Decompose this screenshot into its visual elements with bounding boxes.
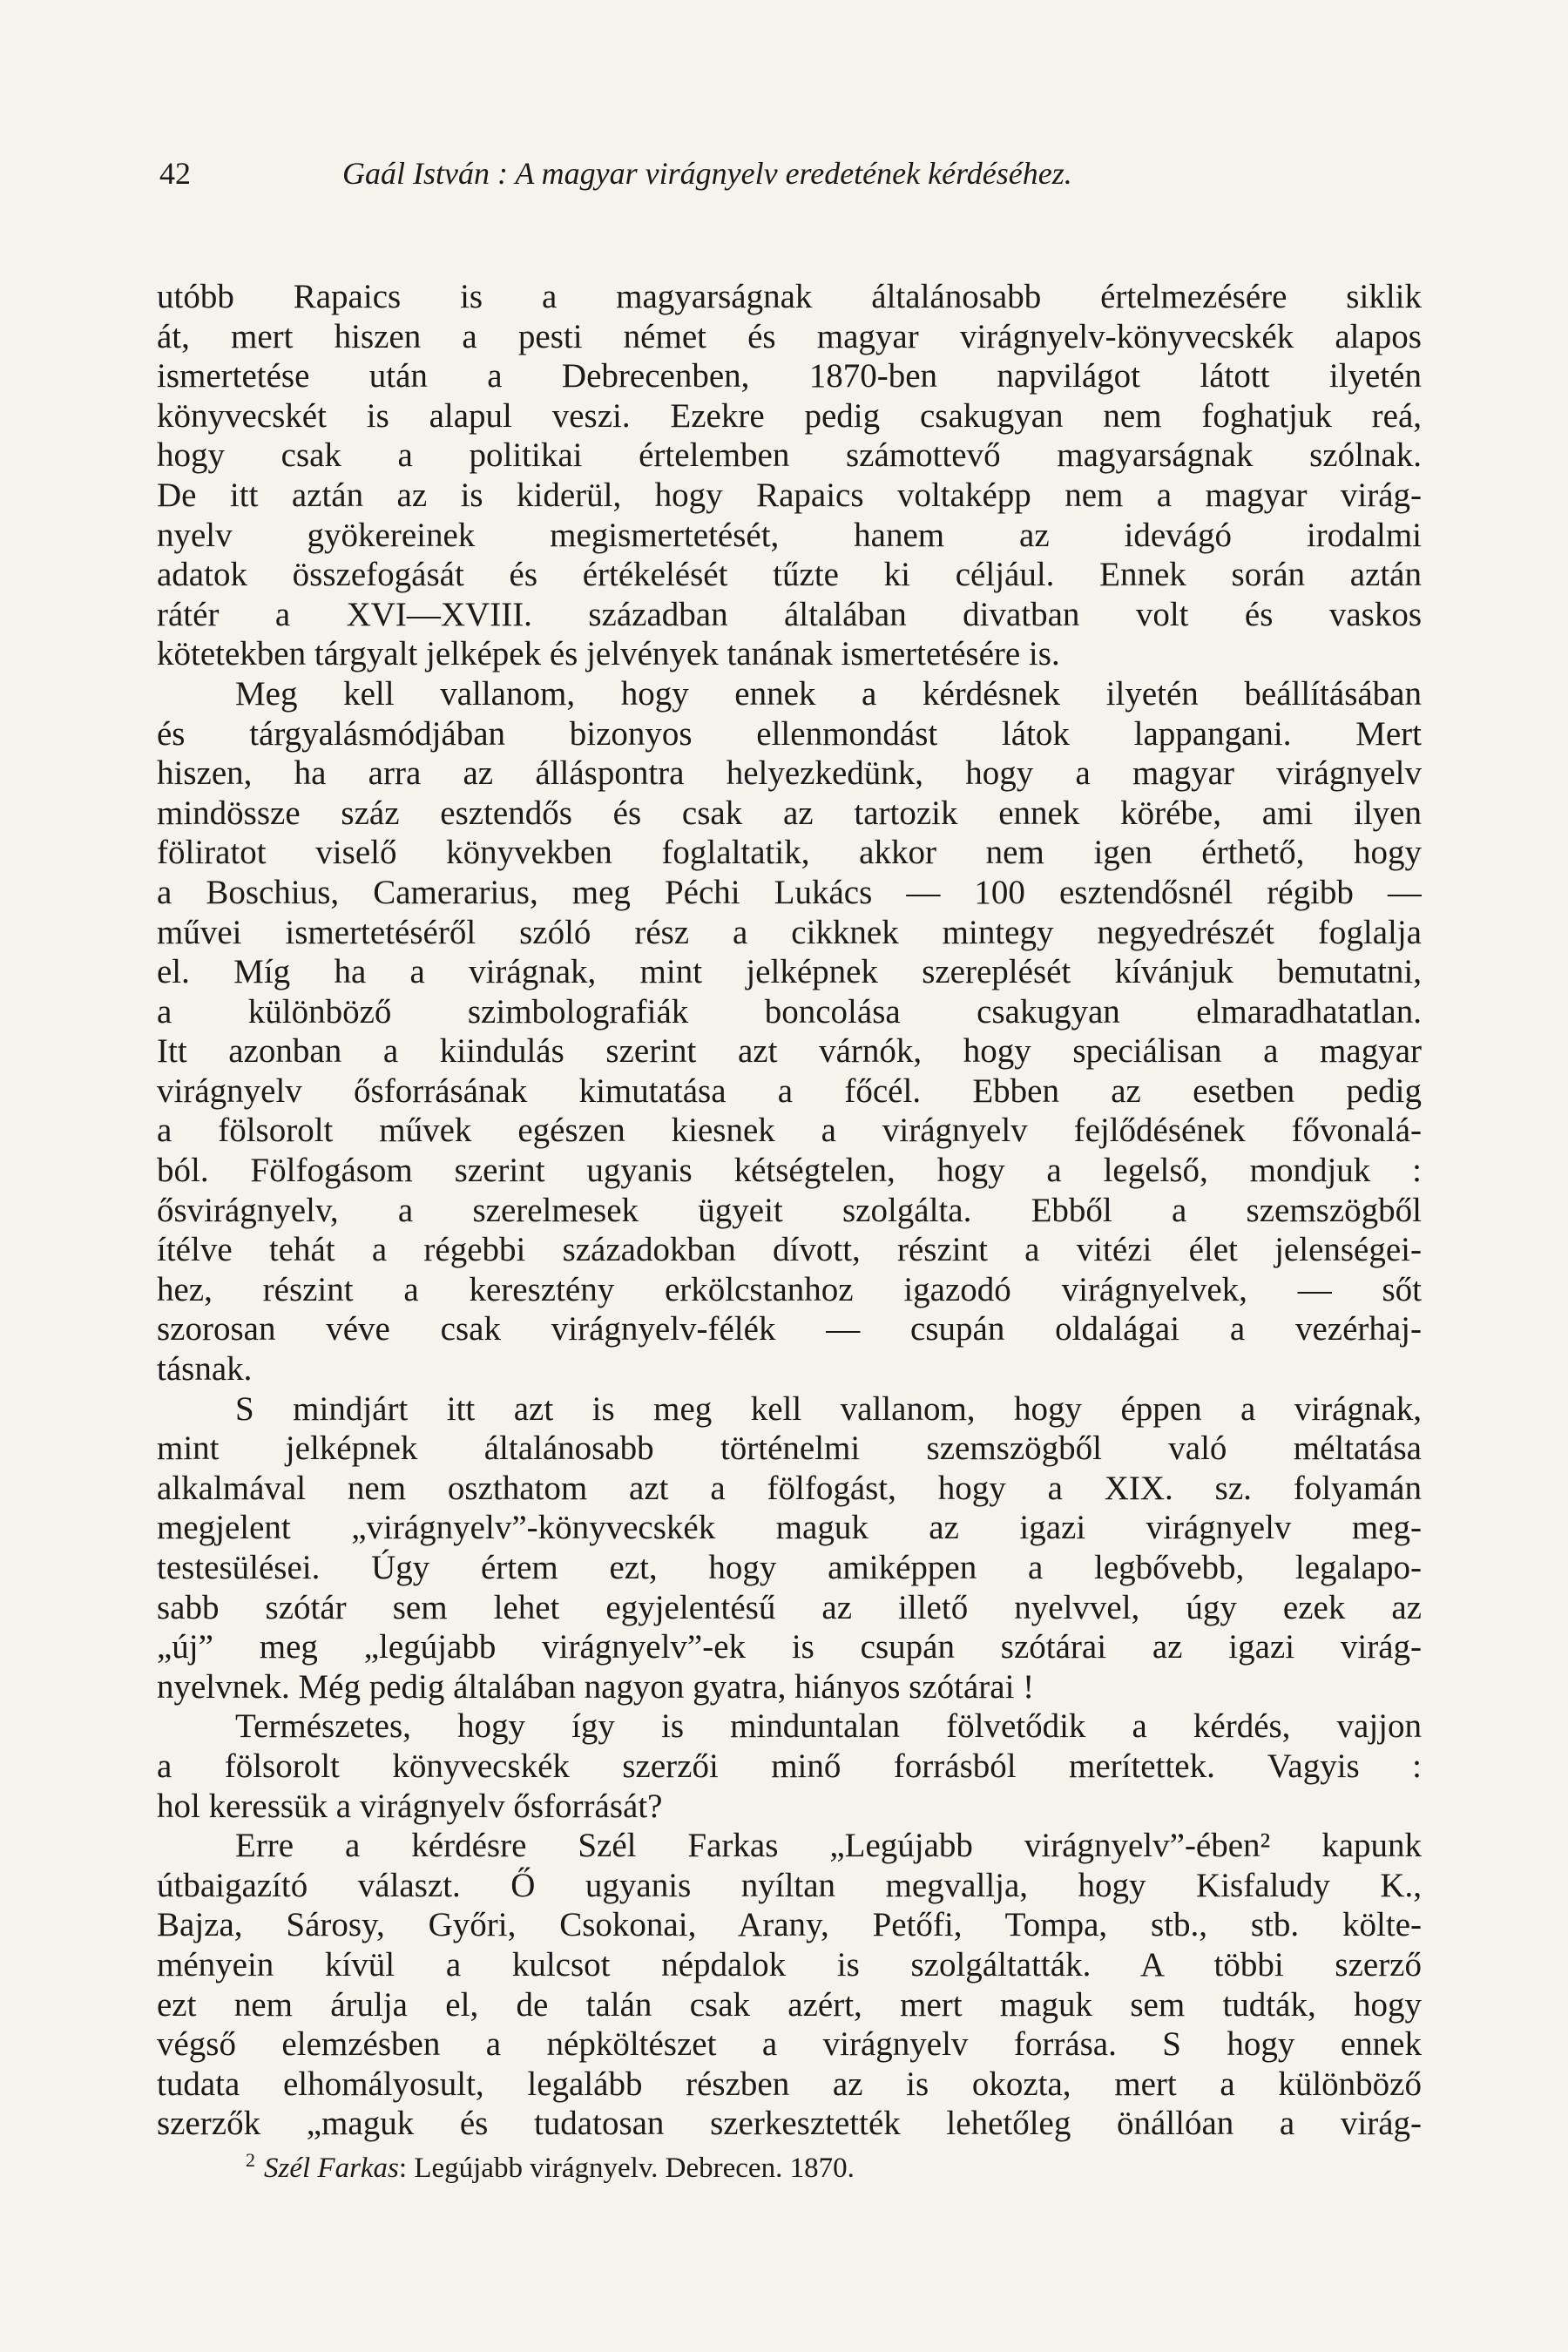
body-line: ismertetése után a Debrecenben, 1870-ben napvilágot látott ilyetén bbox=[157, 357, 1422, 395]
body-line: ból. Fölfogásom szerint ugyanis kétségtelen, hogy a legelső, mondjuk : bbox=[157, 1152, 1422, 1190]
footnote-marker: 2 bbox=[246, 2149, 255, 2171]
body-line: mint jelképnek általánosabb történelmi szemszögből való méltatása bbox=[157, 1429, 1422, 1468]
body-line: útbaigazító választ. Ő ugyanis nyíltan megvallja, hogy Kisfaludy K., bbox=[157, 1866, 1422, 1904]
body-line: tásnak. bbox=[157, 1350, 253, 1389]
body-line: rátér a XVI—XVIII. században általában divatban volt és vaskos bbox=[157, 595, 1422, 633]
body-line: hez, részint a keresztény erkölcstanhoz igazodó virágnyelvek, — sőt bbox=[157, 1270, 1422, 1308]
body-line: megjelent „virágnyelv”-könyvecskék maguk az igazi virágnyelv meg- bbox=[157, 1509, 1422, 1547]
body-text bbox=[157, 277, 1422, 2144]
body-line: könyvecskét is alapul veszi. Ezekre pedig csakugyan nem foghatjuk reá, bbox=[157, 396, 1422, 435]
body-line: ezt nem árulja el, de talán csak azért, mert maguk sem tudták, hogy bbox=[157, 1985, 1422, 2024]
body-line: Itt azonban a kiindulás szerint azt várnók, hogy speciálisan a magyar bbox=[157, 1032, 1422, 1071]
body-line: föliratot viselő könyvekben foglaltatik, akkor nem igen érthető, hogy bbox=[157, 834, 1422, 872]
footnote-author: Szél Farkas bbox=[264, 2153, 399, 2184]
body-line: Erre a kérdésre Szél Farkas „Legújabb virágnyelv”-ében² kapunk bbox=[235, 1827, 1422, 1865]
body-line: sabb szótár sem lehet egyjelentésű az illető nyelvvel, úgy ezek az bbox=[157, 1588, 1422, 1626]
body-line: ményein kívül a kulcsot népdalok is szolgáltatták. A többi szerző bbox=[157, 1945, 1422, 1984]
page-header bbox=[159, 152, 1423, 195]
body-line: el. Míg ha a virágnak, mint jelképnek szereplését kívánjuk bemutatni, bbox=[157, 953, 1422, 991]
body-line: hiszen, ha arra az álláspontra helyezkedünk, hogy a magyar virágnyelv bbox=[157, 754, 1422, 793]
body-line: ősvirágnyelv, a szerelmesek ügyeit szolgálta. Ebből a szemszögből bbox=[157, 1191, 1422, 1229]
footnote-text: : Legújabb virágnyelv. Debrecen. 1870. bbox=[398, 2153, 855, 2184]
body-line: tudata elhomályosult, legalább részben az is okozta, mert a különböző bbox=[157, 2065, 1422, 2103]
footnote bbox=[246, 2143, 855, 2186]
body-line: hol keressük a virágnyelv ősforrását? bbox=[157, 1787, 663, 1825]
body-line: alkalmával nem oszthatom azt a fölfogást, hogy a XIX. sz. folyamán bbox=[157, 1469, 1422, 1507]
body-line: virágnyelv ősforrásának kimutatása a főcél. Ebben az esetben pedig bbox=[157, 1071, 1422, 1110]
body-line: a Boschius, Camerarius, meg Péchi Lukács — 100 esztendősnél régibb — bbox=[157, 873, 1422, 911]
body-line: adatok összefogását és értékelését tűzte ki céljául. Ennek során aztán bbox=[157, 556, 1422, 594]
body-line: kötetekben tárgyalt jelképek és jelvények tanának ismertetésére is. bbox=[157, 635, 1060, 673]
body-line: Természetes, hogy így is minduntalan fölvetődik a kérdés, vajjon bbox=[235, 1707, 1422, 1746]
body-line: a fölsorolt művek egészen kiesnek a virágnyelv fejlődésének fővonalá- bbox=[157, 1112, 1422, 1150]
body-line: ítélve tehát a régebbi századokban dívott, részint a vitézi élet jelenségei- bbox=[157, 1231, 1422, 1269]
body-line: utóbb Rapaics is a magyarságnak általánosabb értelmezésére siklik bbox=[157, 278, 1422, 315]
body-line: S mindjárt itt azt is meg kell vallanom, hogy éppen a virágnak, bbox=[235, 1389, 1422, 1428]
body-line: mindössze száz esztendős és csak az tartozik ennek körébe, ami ilyen bbox=[157, 794, 1422, 832]
body-line: művei ismertetéséről szóló rész a cikknek mintegy negyedrészét foglalja bbox=[157, 913, 1422, 951]
body-line: szorosan véve csak virágnyelv-félék — csupán oldalágai a vezérhaj- bbox=[157, 1310, 1422, 1348]
body-line: a különböző szimbolografiák boncolása csakugyan elmaradhatatlan. bbox=[157, 992, 1422, 1031]
body-line: és tárgyalásmódjában bizonyos ellenmondást látok lappangani. Mert bbox=[157, 714, 1422, 753]
running-title: Gaál István : A magyar virágnyelv eredetének kérdéséhez. bbox=[342, 156, 1072, 191]
body-line: szerzők „maguk és tudatosan szerkesztették lehetőleg önállóan a virág- bbox=[157, 2105, 1422, 2143]
body-line: végső elemzésben a népköltészet a virágnyelv forrása. S hogy ennek bbox=[157, 2025, 1422, 2064]
body-line: hogy csak a politikai értelemben számottevő magyarságnak szólnak. bbox=[157, 436, 1422, 475]
body-line: testesülései. Úgy értem ezt, hogy amiképpen a legbővebb, legalapo- bbox=[157, 1549, 1422, 1586]
page-number: 42 bbox=[159, 156, 191, 191]
body-line: De itt aztán az is kiderül, hogy Rapaics voltaképp nem a magyar virág- bbox=[157, 476, 1422, 514]
body-line: nyelv gyökereinek megismertetését, hanem az idevágó irodalmi bbox=[157, 516, 1422, 554]
body-line: nyelvnek. Még pedig általában nagyon gyatra, hiányos szótárai ! bbox=[157, 1667, 1035, 1706]
body-line: a fölsorolt könyvecskék szerzői minő forrásból merítettek. Vagyis : bbox=[157, 1747, 1422, 1785]
body-line: Meg kell vallanom, hogy ennek a kérdésnek ilyetén beállításában bbox=[235, 674, 1422, 713]
body-line: át, mert hiszen a pesti német és magyar virágnyelv-könyvecskék alapos bbox=[157, 317, 1422, 355]
body-line: Bajza, Sárosy, Győri, Csokonai, Arany, Petőfi, Tompa, stb., stb. költe- bbox=[157, 1906, 1422, 1944]
body-line: „új” meg „legújabb virágnyelv”-ek is csupán szótárai az igazi virág- bbox=[157, 1628, 1422, 1666]
